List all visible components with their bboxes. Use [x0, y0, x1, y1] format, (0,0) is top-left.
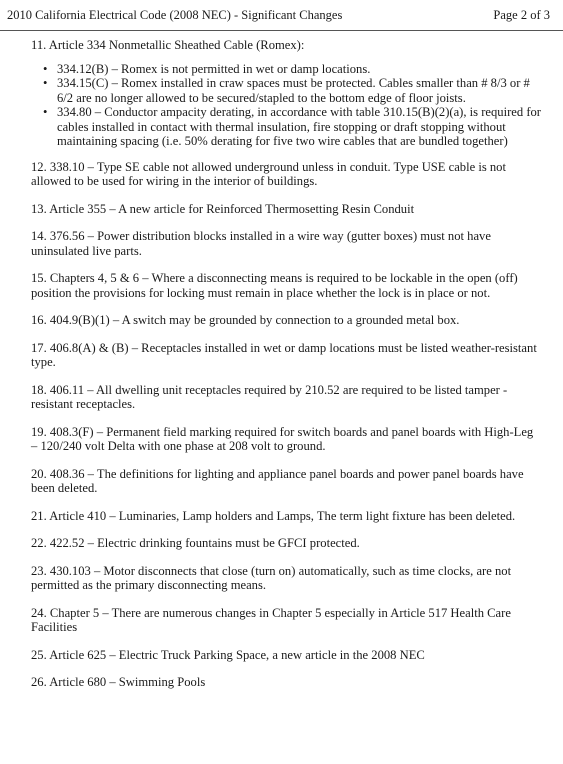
list-item-25: 25. Article 625 – Electric Truck Parking Space, a new article in the 2008 NEC: [31, 647, 425, 662]
list-item-13: 13. Article 355 – A new article for Reinforced Thermosetting Resin Conduit: [31, 201, 415, 216]
list-item-11: [31, 38, 541, 149]
list-item-12: 12. 338.10 – Type SE cable not allowed underground unless in conduit. Type USE cable is not allowed to be used for wiring in the interior of buildings.: [31, 159, 506, 188]
item-title: 11. Article 334 Nonmetallic Sheathed Cable (Romex):: [31, 38, 305, 52]
bullet-item: • 334.12(B) – Romex is not permitted in wet or damp locations.: [57, 62, 541, 77]
document-body: [31, 38, 541, 703]
bullet-item: • 334.80 – Conductor ampacity derating, in accordance with table 310.15(B)(2)(a), is required for cables installed in contact with thermal insulation, fire stopping or draft stopping without maintaining spacing (i.e. 50% derating for five two wire cables that are bundled together): [57, 105, 541, 149]
page-number: Page 2 of 3: [493, 8, 550, 22]
list-item-19: 19. 408.3(F) – Permanent field marking required for switch boards and panel boards with High-Leg – 120/240 volt Delta with one phase at 208 volt to ground.: [31, 424, 534, 453]
list-item-20: 20. 408.36 – The definitions for lighting and appliance panel boards and power panel boards have been deleted.: [31, 466, 524, 495]
list-item-16: 16. 404.9(B)(1) – A switch may be grounded by connection to a grounded metal box.: [31, 313, 460, 327]
list-item-26: 26. Article 680 – Swimming Pools: [31, 675, 206, 689]
bullet-list: [31, 62, 541, 149]
list-item-21: 21. Article 410 – Luminaries, Lamp holders and Lamps, The term light fixture has been deleted.: [31, 508, 516, 523]
list-item-18: 18. 406.11 – All dwelling unit receptacles required by 210.52 are required to be listed tamper -resistant receptacles.: [31, 382, 508, 411]
list-item-23: 23. 430.103 – Motor disconnects that close (turn on) automatically, such as time clocks, are not permitted as the primary disconnecting means.: [31, 563, 512, 592]
list-item-24: 24. Chapter 5 – There are numerous changes in Chapter 5 especially in Article 517 Health Care Facilities: [31, 605, 511, 634]
document-title: 2010 California Electrical Code (2008 NEC) - Significant Changes: [7, 8, 343, 22]
bullet-item: • 334.15(C) – Romex installed in craw spaces must be protected. Cables smaller than # 8/3 or # 6/2 are no longer allowed to be secured/stapled to the bottom edge of floor joists.: [57, 76, 541, 105]
list-item-15: 15. Chapters 4, 5 & 6 – Where a disconnecting means is required to be lockable in the open (off) position the provisions for locking must remain in place whether the lock is in place or not.: [31, 271, 518, 300]
list-item-14: 14. 376.56 – Power distribution blocks installed in a wire way (gutter boxes) must not have uninsulated live parts.: [31, 229, 491, 258]
list-item-17: 17. 406.8(A) & (B) – Receptacles installed in wet or damp locations must be listed weather-resistant type.: [31, 340, 537, 369]
header-divider: [0, 30, 563, 31]
page-header: [7, 7, 550, 23]
list-item-22: 22. 422.52 – Electric drinking fountains must be GFCI protected.: [31, 536, 360, 550]
